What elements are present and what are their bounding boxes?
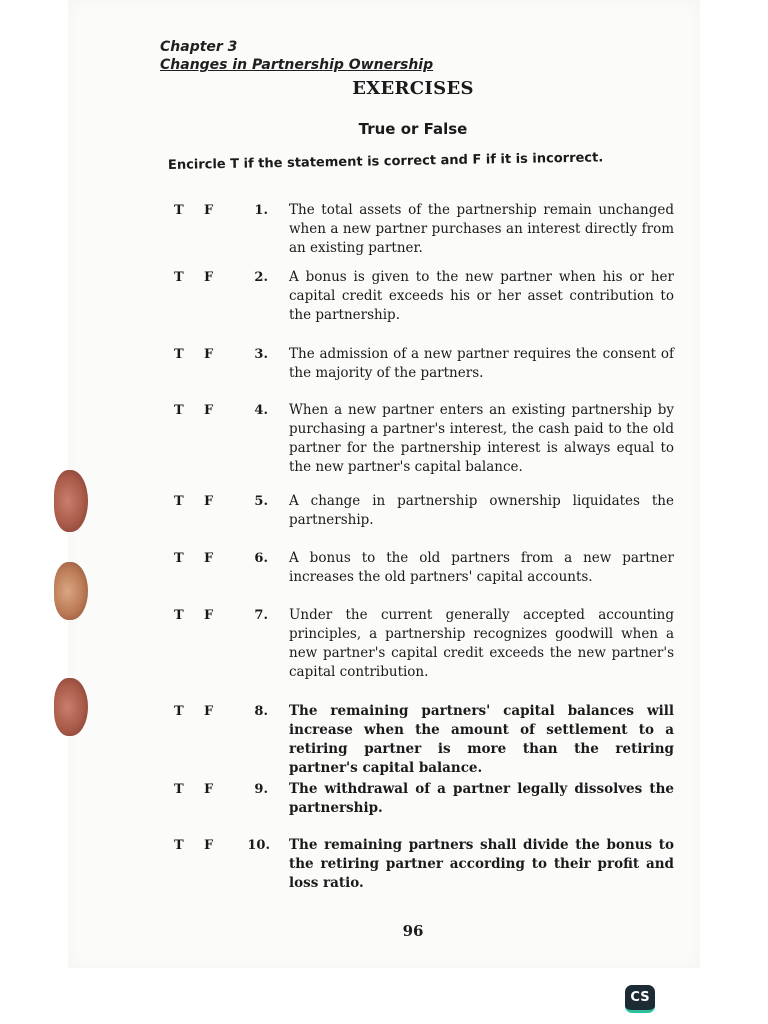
choice-true[interactable]: T [174, 551, 184, 566]
question-text: The withdrawal of a partner legally dissolves the partnership. [289, 781, 674, 816]
choice-false[interactable]: F [204, 494, 214, 509]
question-number: 4. [254, 403, 268, 418]
choice-true[interactable]: T [174, 782, 184, 797]
choice-true[interactable]: T [174, 838, 184, 853]
scanned-page [68, 0, 700, 968]
question-number: 2. [254, 270, 268, 285]
question-text: The total assets of the partnership remain unchanged when a new partner purchases an interest directly from an existing partner. [289, 202, 674, 256]
chapter-label: Chapter 3 [160, 39, 238, 55]
choice-true[interactable]: T [174, 704, 184, 719]
question-number: 1. [254, 203, 268, 218]
instruction-text: Encircle T if the statement is correct and F if it is incorrect. [167, 150, 604, 173]
choice-true[interactable]: T [174, 347, 184, 362]
section-title: EXERCISES [352, 78, 474, 99]
finger-edge-3 [54, 678, 88, 736]
choice-true[interactable]: T [174, 203, 184, 218]
question-number: 5. [254, 494, 268, 509]
question-number: 10. [247, 838, 270, 853]
question-text: Under the current generally accepted accounting principles, a partnership recognizes goodwill when a new partner's capital credit exceeds the new partner's capital contribution. [289, 607, 674, 680]
page-number: 96 [402, 922, 424, 940]
chapter-title: Changes in Partnership Ownership [160, 57, 434, 73]
choice-false[interactable]: F [204, 203, 214, 218]
choice-true[interactable]: T [174, 608, 184, 623]
finger-edge-1 [54, 470, 88, 532]
choice-false[interactable]: F [204, 838, 214, 853]
question-text: The admission of a new partner requires the consent of the majority of the partners. [289, 346, 674, 381]
question-text: The remaining partners' capital balances will increase when the amount of settlement to a retiring partner is more than the retiring partner's capital balance. [289, 703, 674, 776]
chapter-header [160, 38, 433, 74]
subsection-title: True or False [358, 120, 468, 138]
question-text: A change in partnership ownership liquidates the partnership. [289, 493, 674, 528]
question-number: 8. [254, 704, 268, 719]
question-number: 7. [254, 608, 268, 623]
choice-false[interactable]: F [204, 403, 214, 418]
choice-true[interactable]: T [174, 403, 184, 418]
finger-edge-2 [54, 562, 88, 620]
choice-false[interactable]: F [204, 551, 214, 566]
choice-true[interactable]: T [174, 270, 184, 285]
choice-false[interactable]: F [204, 608, 214, 623]
question-text: When a new partner enters an existing partnership by purchasing a partner's interest, the cash paid to the old partner for the partnership interest is always equal to the new partner's capital balance. [289, 402, 674, 475]
choice-true[interactable]: T [174, 494, 184, 509]
question-text: A bonus is given to the new partner when his or her capital credit exceeds his or her asset contribution to the partnership. [289, 269, 674, 323]
question-number: 9. [254, 782, 268, 797]
question-number: 3. [254, 347, 268, 362]
question-number: 6. [254, 551, 268, 566]
choice-false[interactable]: F [204, 782, 214, 797]
camscanner-logo-icon: CS [625, 985, 655, 1013]
question-text: A bonus to the old partners from a new partner increases the old partners' capital accounts. [289, 550, 674, 585]
choice-false[interactable]: F [204, 704, 214, 719]
choice-false[interactable]: F [204, 270, 214, 285]
question-text: The remaining partners shall divide the bonus to the retiring partner according to their profit and loss ratio. [289, 837, 674, 891]
choice-false[interactable]: F [204, 347, 214, 362]
